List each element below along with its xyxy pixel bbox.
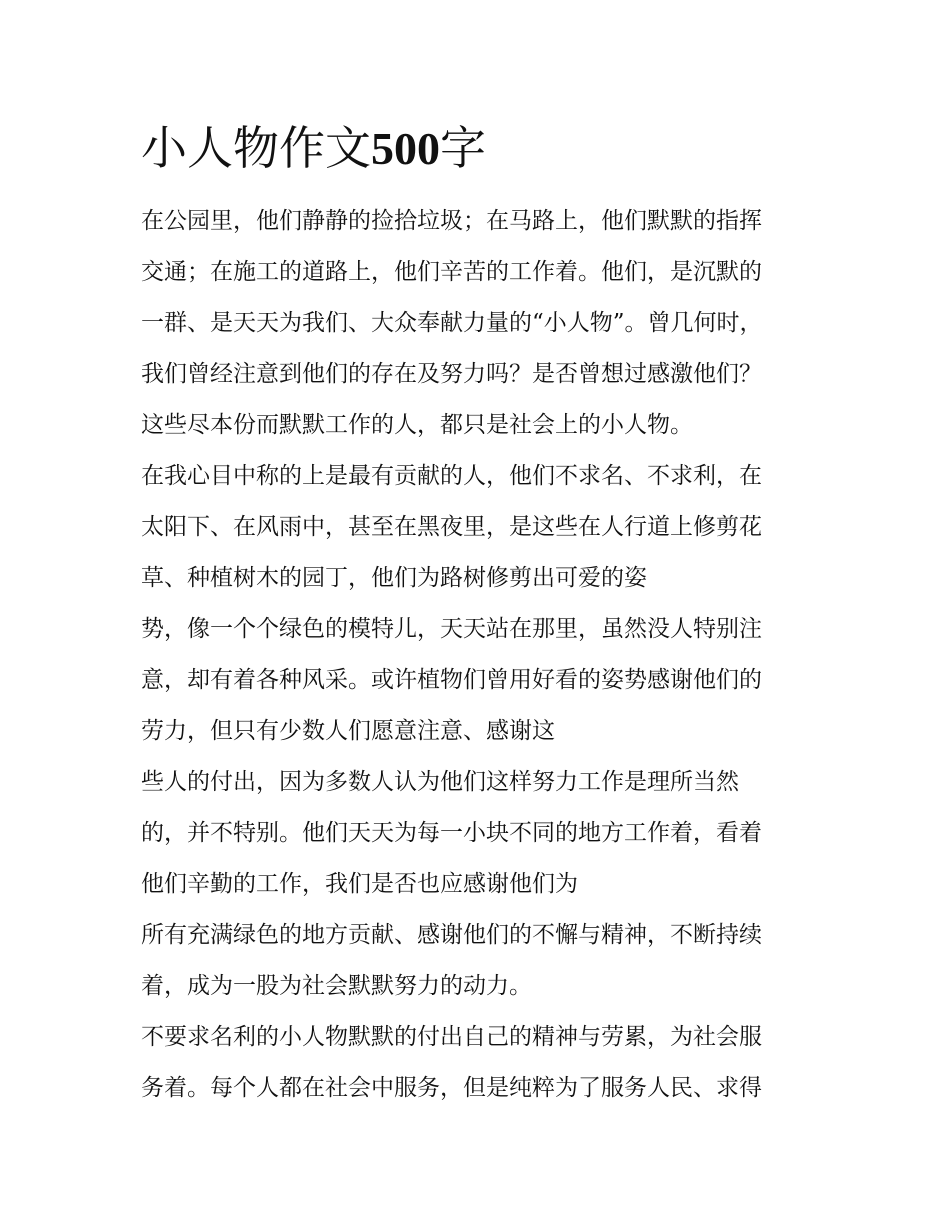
text-line: 我们曾经注意到他们的存在及努力吗？是否曾想过感激他们？ [141, 361, 762, 387]
text-line: 的，并不特别。他们天天为每一小块不同的地方工作着，看着 [141, 820, 762, 846]
title-number: 500 [371, 123, 440, 174]
text-line: 草、种植树木的园丁，他们为路树修剪出可爱的姿 [141, 565, 647, 591]
document-page [141, 0, 821, 1229]
text-line: 一群、是天天为我们、大众奉献力量的“小人物”。曾几何时， [141, 310, 763, 336]
text-line: 所有充满绿色的地方贡献、感谢他们的不懈与精神，不断持续 [141, 922, 762, 948]
text-line: 势，像一个个绿色的模特儿，天天站在那里，虽然没人特别注 [141, 616, 762, 642]
text-line: 意，却有着各种风采。或许植物们曾用好看的姿势感谢他们的 [141, 667, 762, 693]
title-prefix: 小人物作文 [141, 121, 371, 175]
text-line: 这些尽本份而默默工作的人，都只是社会上的小人物。 [141, 412, 693, 438]
text-line: 在我心目中称的上是最有贡献的人，他们不求名、不求利，在 [141, 463, 762, 489]
text-line: 交通；在施工的道路上，他们辛苦的工作着。他们，是沉默的 [141, 259, 762, 285]
text-line: 不要求名利的小人物默默的付出自己的精神与劳累，为社会服 [141, 1024, 762, 1050]
document-title [141, 118, 486, 179]
text-line: 太阳下、在风雨中，甚至在黑夜里，是这些在人行道上修剪花 [141, 514, 762, 540]
text-line: 些人的付出，因为多数人认为他们这样努力工作是理所当然 [141, 769, 739, 795]
text-line: 他们辛勤的工作，我们是否也应感谢他们为 [141, 871, 578, 897]
text-line: 在公园里，他们静静的捡拾垃圾；在马路上，他们默默的指挥 [141, 208, 762, 234]
text-line: 劳力，但只有少数人们愿意注意、感谢这 [141, 718, 555, 744]
title-suffix: 字 [440, 121, 486, 175]
text-line: 务着。每个人都在社会中服务，但是纯粹为了服务人民、求得 [141, 1075, 762, 1101]
text-line: 着，成为一股为社会默默努力的动力。 [141, 973, 532, 999]
